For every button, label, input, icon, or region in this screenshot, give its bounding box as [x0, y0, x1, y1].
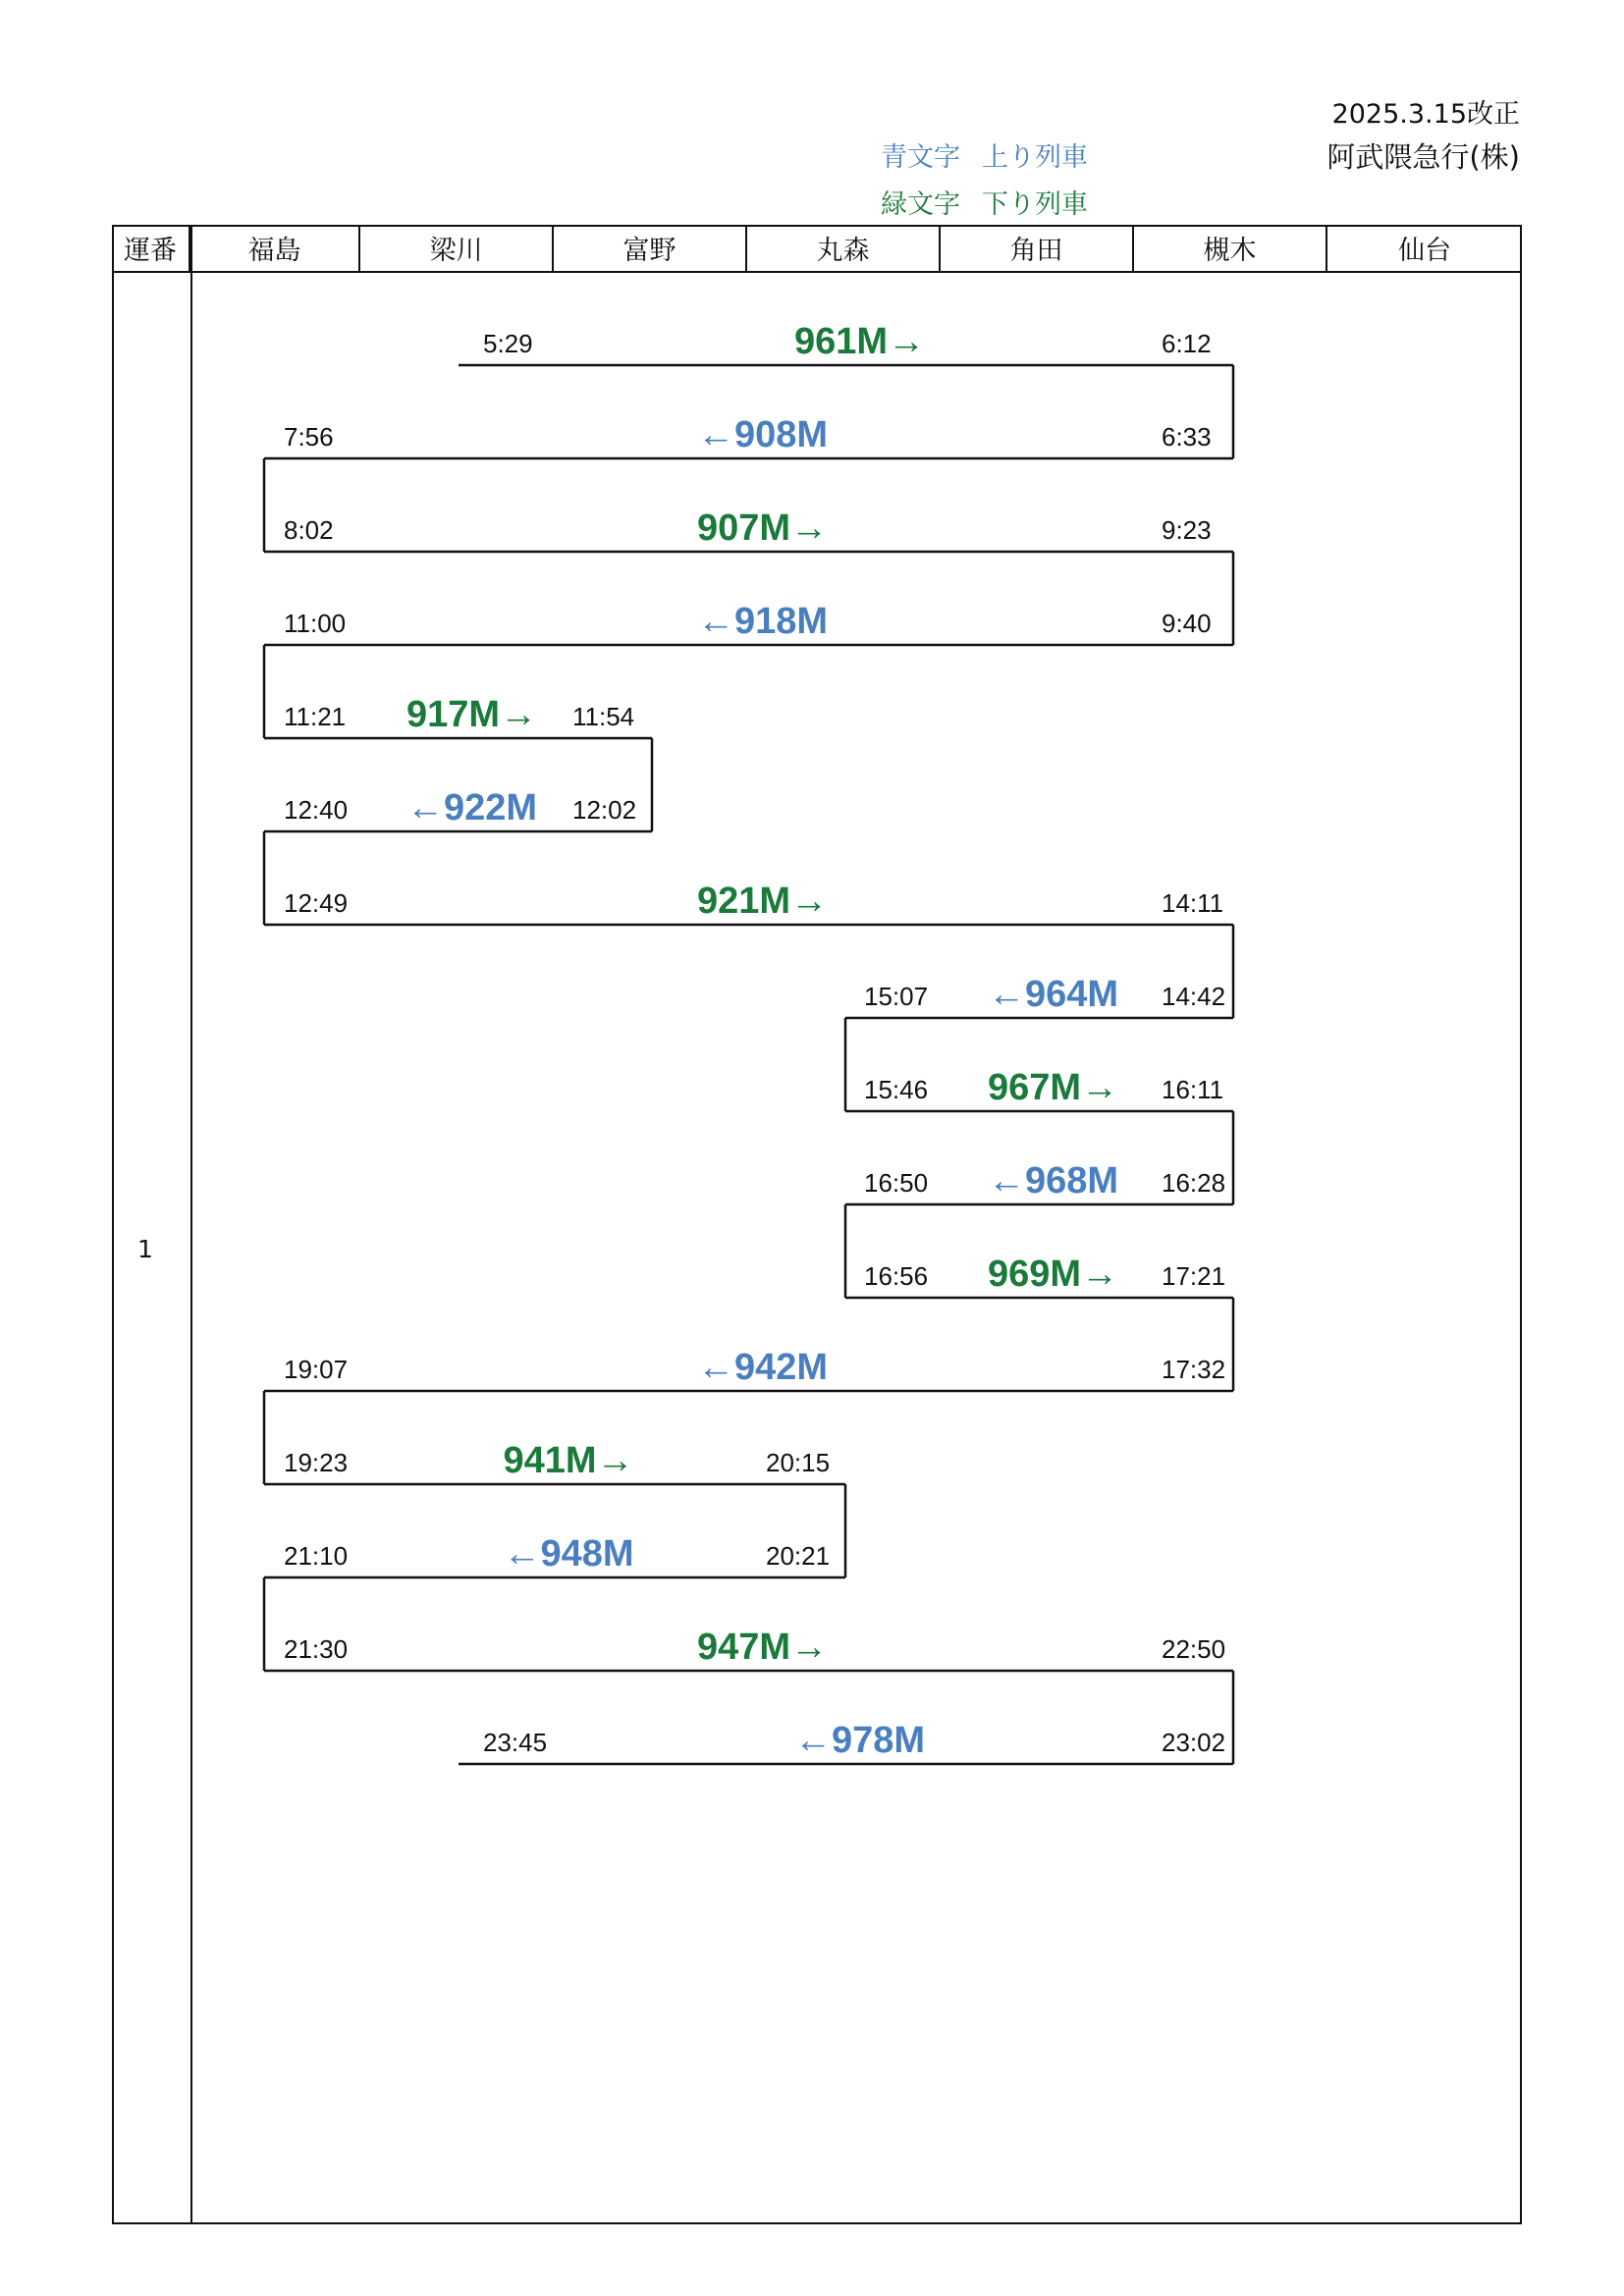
train-number: ←908M [696, 414, 829, 455]
departure-arrival-time: 12:49 [284, 888, 349, 918]
departure-arrival-time: 23:02 [1162, 1728, 1226, 1757]
departure-arrival-time: 20:21 [766, 1541, 831, 1571]
departure-arrival-time: 12:40 [284, 795, 349, 825]
revision-date: 2025.3.15改正 [1331, 99, 1520, 130]
column-header-station: 仙台 [1327, 225, 1522, 273]
legend-down-meaning: 下り列車 [982, 189, 1088, 220]
departure-arrival-time: 23:45 [483, 1728, 548, 1757]
departure-arrival-time: 16:28 [1162, 1168, 1226, 1198]
column-header-run: 運番 [112, 225, 190, 273]
legend-down-color-label: 緑文字 [881, 189, 960, 220]
departure-arrival-time: 19:23 [284, 1448, 349, 1477]
departure-arrival-time: 14:42 [1162, 982, 1226, 1011]
run-number: 1 [137, 1235, 153, 1263]
company-name: 阿武隈急行(株) [1326, 140, 1520, 174]
departure-arrival-time: 16:11 [1162, 1075, 1224, 1104]
departure-arrival-time: 19:07 [284, 1355, 349, 1384]
departure-arrival-time: 8:02 [284, 515, 334, 545]
column-header-station: 丸森 [747, 225, 941, 273]
departure-arrival-time: 21:10 [284, 1541, 349, 1571]
train-number: 969M→ [987, 1254, 1119, 1295]
departure-arrival-time: 9:40 [1162, 609, 1212, 638]
train-number: 921M→ [696, 881, 829, 922]
departure-arrival-time: 9:23 [1162, 515, 1212, 545]
train-number: 967M→ [987, 1067, 1119, 1108]
departure-arrival-time: 11:00 [284, 609, 347, 638]
legend-up-meaning: 上り列車 [982, 142, 1088, 173]
column-header-station: 梁川 [360, 225, 554, 273]
departure-arrival-time: 20:15 [766, 1448, 831, 1477]
train-number: ←922M [406, 787, 538, 828]
legend-up-color-label: 青文字 [881, 142, 960, 173]
departure-arrival-time: 11:54 [572, 702, 635, 731]
train-number: 947M→ [696, 1627, 829, 1668]
train-number: 941M→ [503, 1440, 634, 1481]
departure-arrival-time: 5:29 [483, 329, 533, 358]
train-number: ←978M [793, 1720, 926, 1761]
departure-arrival-time: 21:30 [284, 1634, 349, 1664]
departure-arrival-time: 22:50 [1162, 1634, 1226, 1664]
column-header-station: 福島 [190, 225, 360, 273]
departure-arrival-time: 14:11 [1162, 888, 1224, 918]
train-number: ←968M [987, 1160, 1119, 1201]
train-number: 907M→ [696, 507, 829, 549]
train-number: ←918M [696, 601, 829, 642]
train-number: ←942M [696, 1347, 829, 1388]
departure-arrival-time: 11:21 [284, 702, 347, 731]
column-header-station: 富野 [554, 225, 747, 273]
departure-arrival-time: 6:12 [1162, 329, 1212, 358]
departure-arrival-time: 15:46 [864, 1075, 929, 1104]
departure-arrival-time: 17:32 [1162, 1355, 1226, 1384]
train-number: 961M→ [793, 321, 926, 362]
train-number: ←948M [503, 1533, 634, 1575]
column-header-station: 槻木 [1134, 225, 1327, 273]
column-header-station: 角田 [941, 225, 1134, 273]
departure-arrival-time: 12:02 [572, 795, 637, 825]
departure-arrival-time: 16:56 [864, 1261, 929, 1291]
departure-arrival-time: 6:33 [1162, 422, 1212, 452]
departure-arrival-time: 7:56 [284, 422, 334, 452]
departure-arrival-time: 15:07 [864, 982, 929, 1011]
departure-arrival-time: 16:50 [864, 1168, 929, 1198]
departure-arrival-time: 17:21 [1162, 1261, 1226, 1291]
train-number: 917M→ [406, 694, 538, 735]
train-number: ←964M [987, 974, 1119, 1015]
